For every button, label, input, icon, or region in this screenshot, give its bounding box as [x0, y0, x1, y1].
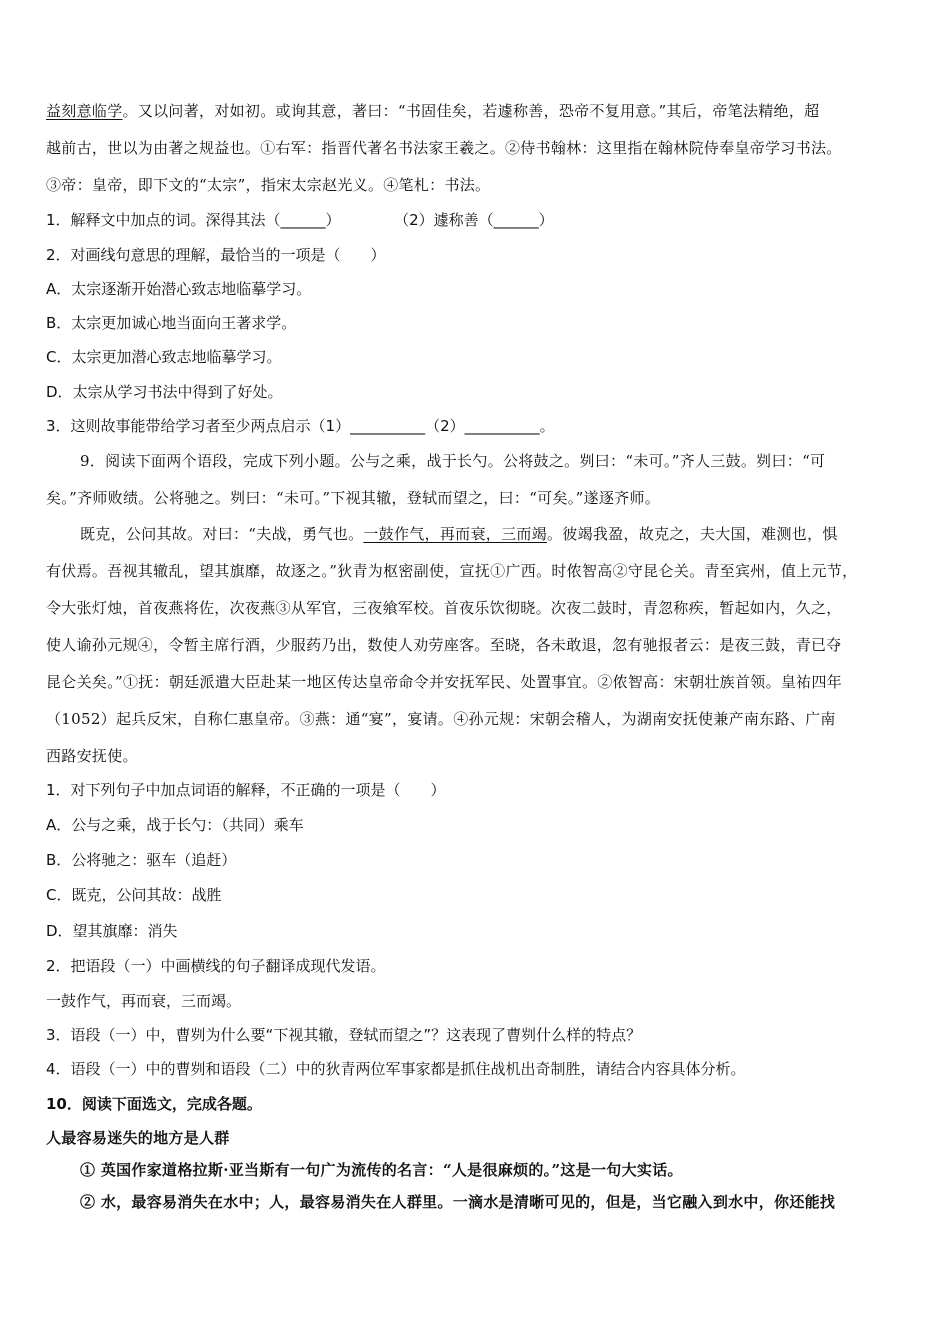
question-line: 1．对下列句子中加点词语的解释，不正确的一项是（ ）	[46, 781, 446, 799]
passage-text: 。彼竭我盈，故克之，夫大国，难测也，惧	[546, 525, 838, 543]
passage-line: 矣。”齐师败绩。公将驰之。刿曰：“未可。”下视其辙，登轼而望之，曰：“可矣。”遂逐齐师。	[46, 489, 661, 507]
question-line: 2．对画线句意思的理解，最恰当的一项是（ ）	[46, 246, 386, 264]
question-line: 3．这则故事能带给学习者至少两点启示（1）__________（2）__________。	[46, 417, 555, 435]
underlined-sentence: 一鼓作气，再而衰，三而竭	[363, 525, 547, 543]
underlined-phrase: 益刻意临学	[46, 102, 123, 120]
passage-line: ③帝：皇帝，即下文的“太宗”，指宋太宗赵光义。④笔札：书法。	[46, 176, 491, 194]
question-text: 1．解释文中加点的词。深得其法（______）	[46, 211, 341, 229]
passage-line	[46, 100, 906, 124]
passage-line: （1052）起兵反宋，自称仁惠皇帝。③燕：通“宴”，宴请。④孙元规：宋朝会稽人，为湖南安抚使兼产南东路、广南	[46, 710, 836, 728]
question-text: （2）遽称善（______）	[394, 211, 554, 229]
passage-line: 昆仑关矣。”①抚：朝廷派遣大臣赴某一地区传达皇帝命令并安抚军民、处置事宜。②侬智高：宋朝壮族首领。皇祐四年	[46, 673, 843, 691]
passage-text: 。又以问著，对如初。或询其意，著曰：“书固佳矣，若遽称善，恐帝不复用意。”其后，帝笔法精绝，超	[122, 102, 820, 120]
question-line	[46, 209, 906, 233]
option-c: C．太宗更加潜心致志地临摹学习。	[46, 348, 282, 366]
option-a: A．太宗逐渐开始潜心致志地临摹学习。	[46, 280, 312, 298]
passage-line: 令大张灯烛，首夜燕将佐，次夜燕③从军官，三夜飨军校。首夜乐饮彻晓。次夜二鼓时，青忽称疾，暂起如内，久之，	[46, 599, 842, 617]
passage-line: 越前古，世以为由著之规益也。①右军：指晋代著名书法家王羲之。②侍书翰林：这里指在翰林院侍奉皇帝学习书法。	[46, 139, 842, 157]
option-d: D．太宗从学习书法中得到了好处。	[46, 383, 283, 401]
passage-text: 既克，公问其故。对曰：“夫战，勇气也。	[80, 525, 364, 543]
option-b: B．公将驰之：驱车（追赶）	[46, 851, 237, 869]
question-line: 4．语段（一）中的曹刿和语段（二）中的狄青两位军事家都是抓住战机出奇制胜，请结合内容具体分析。	[46, 1060, 746, 1078]
passage-line: 有伏焉。吾视其辙乱，望其旗靡，故逐之。”狄青为枢密副使，宣抚①广西。时侬智高②守昆仑关。青至宾州，值上元节，	[46, 562, 858, 580]
passage-line: 西路安抚使。	[46, 747, 138, 765]
section-heading: 10．阅读下面选文，完成各题。	[46, 1095, 262, 1113]
article-paragraph: ① 英国作家道格拉斯·亚当斯有一句广为流传的名言：“人是很麻烦的。”这是一句大实话。	[80, 1161, 683, 1179]
article-title: 人最容易迷失的地方是人群	[46, 1129, 230, 1147]
passage-line	[80, 523, 906, 547]
article-paragraph: ② 水，最容易消失在水中；人，最容易消失在人群里。一滴水是清晰可见的，但是，当它融入到水中，你还能找	[80, 1193, 836, 1211]
question-line: 一鼓作气，再而衰，三而竭。	[46, 992, 242, 1010]
option-d: D．望其旗靡：消失	[46, 922, 178, 940]
option-b: B．太宗更加诚心地当面向王著求学。	[46, 314, 297, 332]
question-line: 2．把语段（一）中画横线的句子翻译成现代发语。	[46, 957, 386, 975]
question-line: 3．语段（一）中，曹刿为什么要“下视其辙，登轼而望之”？这表现了曹刿什么样的特点？	[46, 1026, 642, 1044]
option-a: A．公与之乘，战于长勺：（共同）乘车	[46, 816, 304, 834]
passage-line: 使人谕孙元规④，令暂主席行酒，少服药乃出，数使人劝劳座客。至晓，各未敢退，忽有驰报者云：是夜三鼓，青已夺	[46, 636, 842, 654]
passage-line: 9．阅读下面两个语段，完成下列小题。公与之乘，战于长勺。公将鼓之。刿曰：“未可。”齐人三鼓。刿曰：“可	[80, 452, 826, 470]
option-c: C．既克，公问其故：战胜	[46, 886, 222, 904]
